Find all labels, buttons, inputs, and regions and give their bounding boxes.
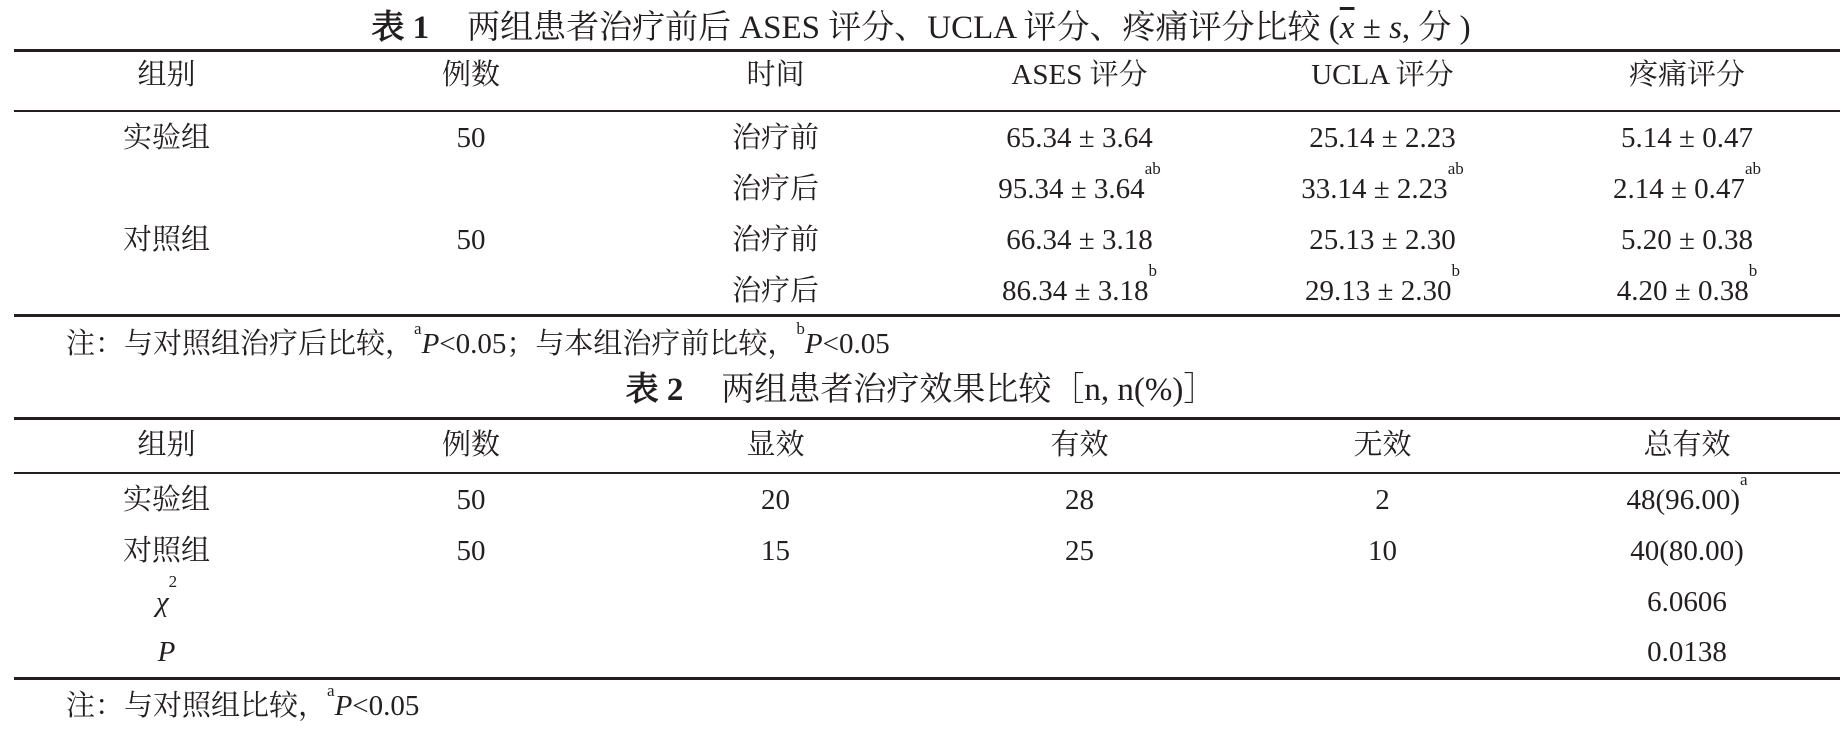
table1-ucla-value: 33.14 ± 2.23 xyxy=(1301,173,1448,205)
table1-ases-value: 65.34 ± 3.64 xyxy=(1006,122,1153,154)
table1-cell-ases xyxy=(928,159,1231,215)
table-row xyxy=(14,526,1840,577)
table2-header-effective: 有效 xyxy=(1050,429,1109,461)
table1-pain-value: 4.20 ± 0.38 xyxy=(1616,275,1749,307)
table1-cell-time: 治疗前 xyxy=(731,224,819,256)
table1-header-ases: ASES 评分 xyxy=(1011,59,1148,91)
table1-header-count: 例数 xyxy=(441,59,500,91)
table2-header-ineffective: 无效 xyxy=(1353,429,1412,461)
table2-total-sup: a xyxy=(1740,470,1748,489)
table1-cell-ases xyxy=(928,215,1231,266)
table2-bottom-rule xyxy=(14,677,1840,680)
table1-cell-ucla xyxy=(1231,159,1534,215)
table2-number: 表 2 xyxy=(625,372,684,408)
table-row xyxy=(14,261,1840,317)
table1-cell-group: 实验组 xyxy=(122,122,210,154)
table2-total-value: 48(96.00) xyxy=(1626,484,1741,516)
table2-total-value: 40(80.00) xyxy=(1630,535,1744,567)
table-row xyxy=(14,215,1840,266)
table1-note-text-2: <0.05 xyxy=(822,328,890,360)
table1-ases-sup: b xyxy=(1148,261,1157,280)
table2-header-total: 总有效 xyxy=(1643,429,1731,461)
table2-p-row xyxy=(14,627,1840,678)
table1-cell-pain xyxy=(1534,159,1840,215)
table1-note xyxy=(66,319,890,364)
table1-ucla-sup: ab xyxy=(1447,159,1464,178)
table1-title-sd-symbol: s xyxy=(1389,10,1402,46)
table2-header-rule xyxy=(14,472,1840,474)
table-row xyxy=(14,159,1840,215)
table2-cell-total xyxy=(1534,526,1840,577)
chi-sup: 2 xyxy=(168,572,178,591)
table2-header-row xyxy=(14,420,1840,471)
table2-cell-effective: 25 xyxy=(1065,535,1094,567)
table2-chi-value: 6.0606 xyxy=(1647,586,1727,618)
table1-header-time: 时间 xyxy=(746,59,805,91)
table2-cell-ineffective: 10 xyxy=(1368,535,1397,567)
table2-cell-total xyxy=(1534,470,1840,526)
table1-cell-pain xyxy=(1534,113,1840,164)
table1-cell-time: 治疗后 xyxy=(731,275,819,307)
table2-cell-count: 50 xyxy=(456,535,486,567)
table1-header-group: 组别 xyxy=(137,59,196,91)
table1-ases-value: 66.34 ± 3.18 xyxy=(1006,224,1153,256)
table1-note-prefix: 注：与对照组治疗后比较， xyxy=(66,328,415,360)
table2-cell-count: 50 xyxy=(456,484,486,516)
table1-note-p-symbol: P xyxy=(421,328,440,360)
table2-header-group: 组别 xyxy=(137,429,196,461)
table1-cell-count xyxy=(319,266,623,317)
table2-note-sup-a: a xyxy=(327,681,335,700)
table1-pain-value: 2.14 ± 0.47 xyxy=(1613,173,1745,205)
table1-cell-pain xyxy=(1534,261,1840,317)
table1-ases-value: 95.34 ± 3.64 xyxy=(998,173,1145,205)
table1-note-p-symbol-2: P xyxy=(804,328,823,360)
table1-pain-sup: ab xyxy=(1744,159,1761,178)
table1-ucla-value: 25.14 ± 2.23 xyxy=(1309,122,1456,154)
table2-note-text: <0.05 xyxy=(352,690,420,722)
table1-title xyxy=(0,6,1842,50)
table1-header-row xyxy=(14,50,1840,101)
table1-cell-ucla xyxy=(1231,261,1534,317)
chi-symbol: χ xyxy=(155,586,169,618)
table1-bottom-rule xyxy=(14,314,1840,317)
table1-cell-time: 治疗后 xyxy=(731,173,819,205)
table1-cell-group: 对照组 xyxy=(122,224,210,256)
table1-cell-group xyxy=(14,164,319,215)
table1-ucla-value: 29.13 ± 2.30 xyxy=(1305,275,1452,307)
table2-cell-marked: 20 xyxy=(761,484,790,516)
table2-title xyxy=(0,368,1842,412)
table1-cell-time: 治疗前 xyxy=(731,122,819,154)
table1-cell-group xyxy=(14,266,319,317)
table2-title-text: 两组患者治疗效果比较［n, n(%)］ xyxy=(721,372,1217,408)
table1-title-mean-symbol: $\overline{x}$ xyxy=(1339,10,1355,46)
table1-ases-sup: ab xyxy=(1144,159,1161,178)
table1-header-ucla: UCLA 评分 xyxy=(1311,59,1454,91)
table1-number: 表 1 xyxy=(371,10,430,46)
table1-cell-count: 50 xyxy=(456,122,486,154)
table1-ucla-sup: b xyxy=(1451,261,1460,280)
table1-pain-sup: b xyxy=(1748,261,1758,280)
table1-header-pain: 疼痛评分 xyxy=(1628,59,1745,91)
table1-ucla-value: 25.13 ± 2.30 xyxy=(1309,224,1456,256)
table1-note-text-1: <0.05；与本组治疗前比较， xyxy=(439,328,797,360)
table2-note-prefix: 注：与对照组比较， xyxy=(66,690,328,722)
table2-cell-group: 对照组 xyxy=(122,535,210,567)
table1-cell-ases xyxy=(928,113,1231,164)
table1-pain-value: 5.20 ± 0.38 xyxy=(1621,224,1753,256)
table1-note-sup-b: b xyxy=(796,319,805,338)
table1-pain-value: 5.14 ± 0.47 xyxy=(1621,122,1753,154)
table1-title-text: 两组患者治疗前后 ASES 评分、UCLA 评分、疼痛评分比较 ( xyxy=(467,10,1340,46)
table2-header-count: 例数 xyxy=(441,429,500,461)
table2-header-marked: 显效 xyxy=(746,429,805,461)
table1-ases-value: 86.34 ± 3.18 xyxy=(1002,275,1149,307)
table2-cell-marked: 15 xyxy=(761,535,790,567)
table1-cell-pain xyxy=(1534,215,1840,266)
table1-title-pm: ± xyxy=(1354,10,1390,46)
table2-cell-group: 实验组 xyxy=(122,484,210,516)
table2-cell-effective: 28 xyxy=(1065,484,1094,516)
table-row xyxy=(14,470,1840,526)
table2-cell-ineffective: 2 xyxy=(1375,484,1390,516)
table1-cell-count xyxy=(319,164,623,215)
table2-note-p-symbol: P xyxy=(334,690,353,722)
table1-cell-count: 50 xyxy=(456,224,486,256)
table1-title-tail: , 分 ) xyxy=(1401,10,1471,46)
table1-header-rule xyxy=(14,110,1840,112)
table2-note xyxy=(66,681,420,726)
table1-cell-ucla xyxy=(1231,215,1534,266)
table2-p-value: 0.0138 xyxy=(1647,636,1727,668)
table1-cell-ucla xyxy=(1231,113,1534,164)
table2-p-label: P xyxy=(157,636,176,668)
table-row xyxy=(14,113,1840,164)
table1-note-sup-a: a xyxy=(414,319,422,338)
table2-chi-label xyxy=(14,572,319,628)
table2-chi-square-row xyxy=(14,572,1840,628)
table1-cell-ases xyxy=(928,261,1231,317)
